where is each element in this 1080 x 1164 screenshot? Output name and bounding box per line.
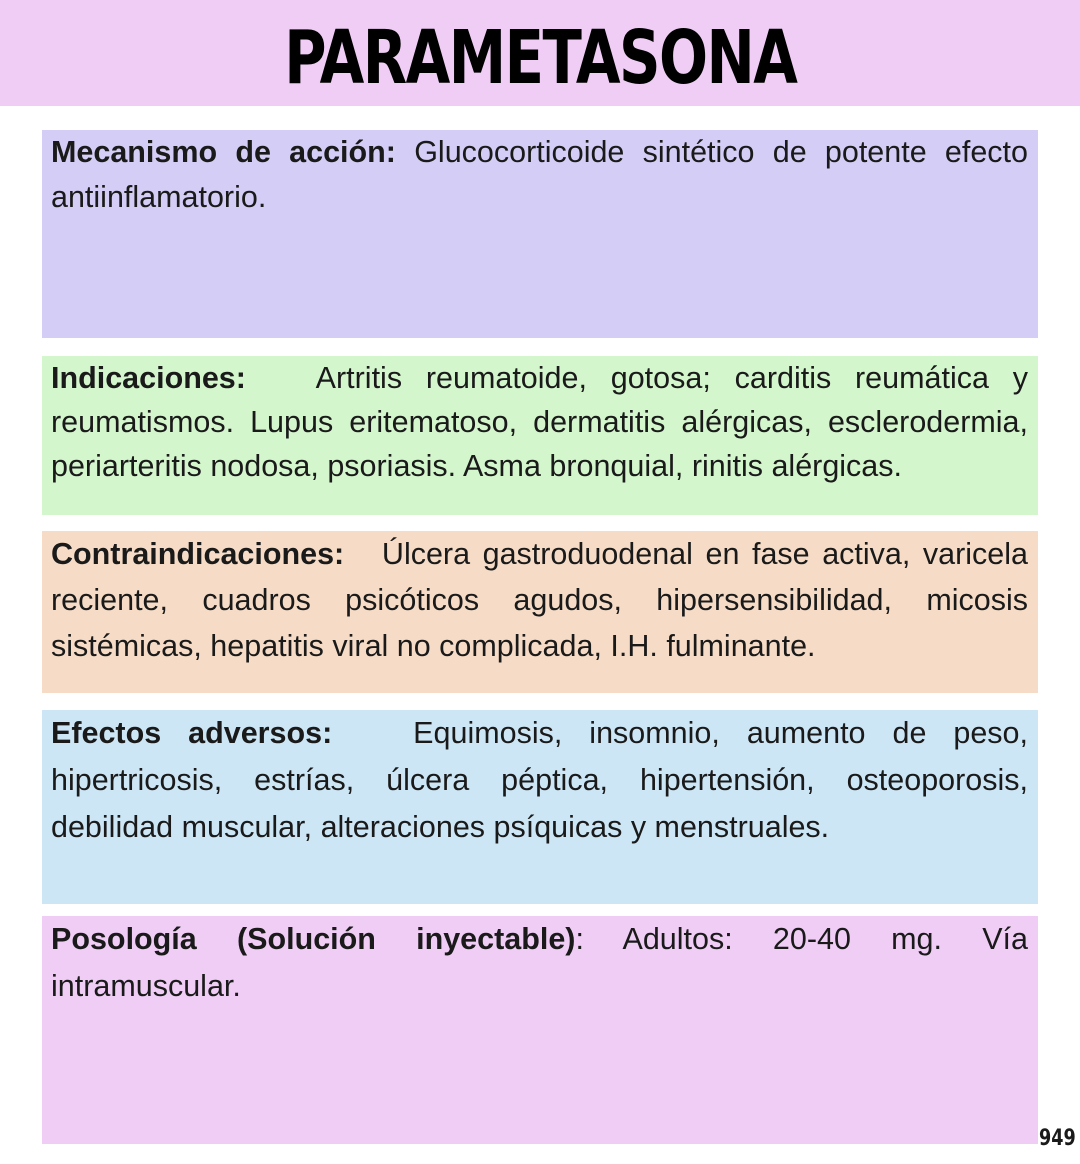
section-mechanism [42,130,1038,338]
section-indications [42,356,1038,515]
page-number: 949 [1039,1126,1076,1151]
section-text: Úlcera gastroduodenal en fase activa, varicela reciente, cuadros psicóticos agudos, hipersensibilidad, micosis sistémicas, hepatitis viral no complicada, I.H. fulminante. [51,537,1029,663]
title-band [0,0,1080,106]
section-text: Equimosis, insomnio, aumento de peso, hipertricosis, estrías, úlcera péptica, hipertensión, osteoporosis, debilidad muscular, alteraciones psíquicas y menstruales. [51,716,1028,844]
section-text: Artritis reumatoide, gotosa; carditis reumática y reumatismos. Lupus eritematoso, dermatitis alérgicas, esclerodermia, periarteritis nodosa, psoriasis. Asma bronquial, rinitis alérgicas. [51,361,1028,483]
section-text: Adultos: 20-40 mg. Vía intramuscular. [51,922,1028,1003]
page-title: PARAMETASONA [283,15,797,101]
section-separator: : [575,922,584,956]
section-label: Indicaciones: [51,361,246,395]
section-text: Glucocorticoide sintético de potente efecto antiinflamatorio. [51,135,1028,214]
section-adverse-effects [42,710,1038,904]
section-dosage [42,916,1038,1144]
section-contraindications [42,531,1038,693]
section-label: Contraindicaciones: [51,537,345,571]
section-label: Mecanismo de acción: [51,135,396,169]
section-label: Efectos adversos: [51,716,333,750]
section-label: Posología (Solución inyectable) [51,922,576,956]
